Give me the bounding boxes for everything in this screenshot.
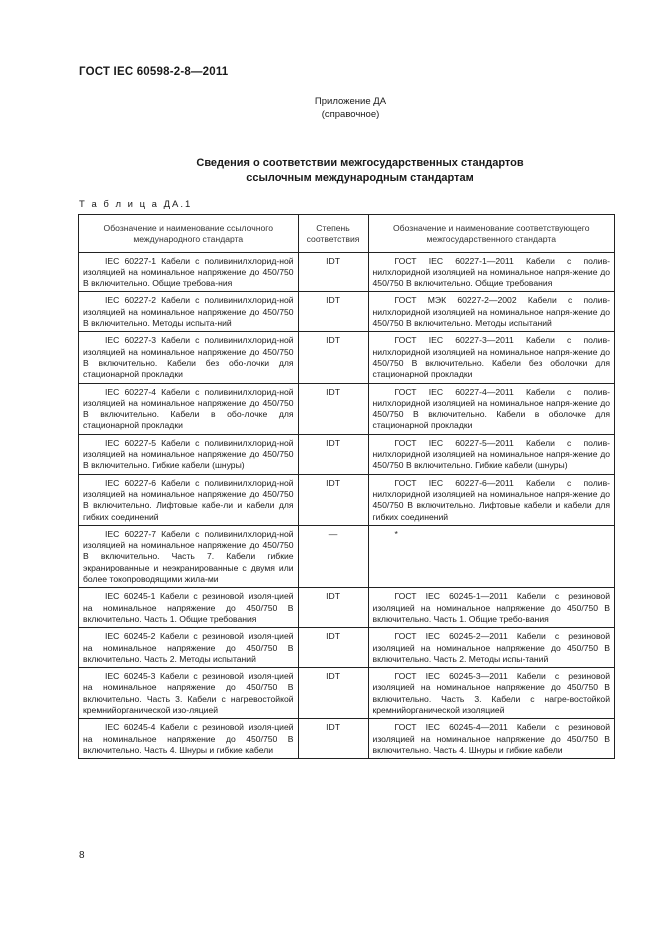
degree-cell: IDT	[298, 668, 368, 719]
national-standard-cell: ГОСТ IEC 60245-3—2011 Кабели с резиновой изоляцией на номинальное напряжение до 450/750 В включительно. Часть 3. Кабели с нагре-востойкой кремнийорганической изоляцией	[368, 668, 614, 719]
table-row	[79, 628, 615, 668]
table-row	[79, 252, 615, 292]
table-caption: Т а б л и ц а ДА.1	[79, 199, 193, 210]
table-row	[79, 292, 615, 332]
national-standard-cell: ГОСТ IEC 60245-4—2011 Кабели с резиновой изоляцией на номинальное напряжение до 450/750 В включительно. Часть 4. Шнуры и гибкие кабели	[368, 719, 614, 759]
degree-cell: IDT	[298, 474, 368, 525]
reference-standard-cell: IEC 60227-7 Кабели с поливинилхлорид-ной изоляцией на номинальное напряжение до 450/750 В включительно. Часть 7. Кабели гибкие экранированные и неэкранированные с двумя или более токопроводящими жила-ми	[79, 525, 299, 587]
reference-standard-cell: IEC 60245-4 Кабели с резиновой изоля-цией на номинальное напряжение до 450/750 В включительно. Часть 4. Шнуры и гибкие кабели	[79, 719, 299, 759]
degree-cell: IDT	[298, 292, 368, 332]
table-row	[79, 719, 615, 759]
reference-standard-cell: IEC 60227-6 Кабели с поливинилхлорид-ной изоляцией на номинальное напряжение до 450/750 В включительно. Лифтовые кабе-ли и кабели для гибких соединений	[79, 474, 299, 525]
reference-standard-cell: IEC 60245-3 Кабели с резиновой изоля-цией на номинальное напряжение до 450/750 В включительно. Часть 3. Кабели с нагревостойкой кремнийорганической изо-ляцией	[79, 668, 299, 719]
table-row	[79, 383, 615, 434]
header-reference-standard: Обозначение и наименование ссылочного международного стандарта	[79, 215, 299, 253]
table-row	[79, 588, 615, 628]
reference-standard-cell: IEC 60245-1 Кабели с резиновой изоля-цией на номинальное напряжение до 450/750 В включительно. Часть 1. Общие требования	[79, 588, 299, 628]
page-number: 8	[79, 850, 85, 861]
national-standard-cell: ГОСТ МЭК 60227-2—2002 Кабели с полив-нилхлоридной изоляцией на номинальное напря-жение до 450/750 В включительно. Методы испытаний	[368, 292, 614, 332]
appendix-heading	[20, 95, 661, 121]
table-row	[79, 332, 615, 383]
appendix-title: Приложение ДА	[314, 96, 387, 107]
reference-standard-cell: IEC 60227-4 Кабели с поливинилхлорид-ной изоляцией на номинальное напряжение до 450/750 В включительно. Кабели в обо-лочке для стационарной прокладки	[79, 383, 299, 434]
national-standard-cell: ГОСТ IEC 60227-3—2011 Кабели с полив-нилхлоридной изоляцией на номинальное напря-жение до 450/750 В включительно. Кабели без оболочки для стационарной прокладки	[368, 332, 614, 383]
table-row	[79, 434, 615, 474]
header-degree: Степень соответствия	[298, 215, 368, 253]
degree-cell: IDT	[298, 588, 368, 628]
national-standard-cell: ГОСТ IEC 60227-5—2011 Кабели с полив-нилхлоридной изоляцией на номинальное напря-жение до 450/750 В включительно. Гибкие кабели (шнуры)	[368, 434, 614, 474]
national-standard-cell: *	[368, 525, 614, 587]
reference-standard-cell: IEC 60245-2 Кабели с резиновой изоля-цией на номинальное напряжение до 450/750 В включительно. Часть 2. Методы испытаний	[79, 628, 299, 668]
national-standard-cell: ГОСТ IEC 60245-2—2011 Кабели с резиновой изоляцией на номинальное напряжение до 450/750 В включительно. Часть 2. Методы испы-таний	[368, 628, 614, 668]
correspondence-table	[78, 214, 615, 759]
national-standard-cell: ГОСТ IEC 60227-1—2011 Кабели с полив-нилхлоридной изоляцией на номинальное напря-жение до 450/750 В включительно. Общие требования	[368, 252, 614, 292]
table-row	[79, 525, 615, 587]
degree-cell: IDT	[298, 434, 368, 474]
appendix-subtitle: (справочное)	[321, 109, 380, 120]
national-standard-cell: ГОСТ IEC 60227-4—2011 Кабели с полив-нилхлоридной изоляцией на номинальное напря-жение до 450/750 В включительно. Кабели в оболочке для стационарной прокладки	[368, 383, 614, 434]
reference-standard-cell: IEC 60227-2 Кабели с поливинилхлорид-ной изоляцией на номинальное напряжение до 450/750 В включительно. Методы испыта-ний	[79, 292, 299, 332]
national-standard-cell: ГОСТ IEC 60227-6—2011 Кабели с полив-нилхлоридной изоляцией на номинальное напря-жение до 450/750 В включительно. Лифтовые кабели и кабели для гибких соединений	[368, 474, 614, 525]
degree-cell: IDT	[298, 383, 368, 434]
reference-standard-cell: IEC 60227-5 Кабели с поливинилхлорид-ной изоляцией на номинальное напряжение до 450/750 В включительно. Гибкие кабели (шнуры)	[79, 434, 299, 474]
degree-cell: IDT	[298, 719, 368, 759]
table-row	[79, 668, 615, 719]
degree-cell: IDT	[298, 628, 368, 668]
section-title-line-1: Сведения о соответствии межгосударственных стандартов	[196, 157, 524, 169]
reference-standard-cell: IEC 60227-3 Кабели с поливинилхлорид-ной изоляцией на номинальное напряжение до 450/750 В включительно. Кабели без обо-лочки для стационарной прокладки	[79, 332, 299, 383]
degree-cell: —	[298, 525, 368, 587]
header-national-standard: Обозначение и наименование соответствующего межгосударственного стандарта	[368, 215, 614, 253]
reference-standard-cell: IEC 60227-1 Кабели с поливинилхлорид-ной изоляцией на номинальное напряжение до 450/750 В включительно. Общие требова-ния	[79, 252, 299, 292]
document-code-header: ГОСТ IEC 60598-2-8—2011	[79, 66, 229, 78]
table-body	[79, 252, 615, 759]
section-title-line-2: ссылочным международным стандартам	[246, 172, 474, 184]
section-title	[150, 156, 570, 186]
table-header-row	[79, 215, 615, 253]
table-row	[79, 474, 615, 525]
degree-cell: IDT	[298, 252, 368, 292]
degree-cell: IDT	[298, 332, 368, 383]
national-standard-cell: ГОСТ IEC 60245-1—2011 Кабели с резиновой изоляцией на номинальное напряжение до 450/750 В включительно. Часть 1. Общие требо-вания	[368, 588, 614, 628]
